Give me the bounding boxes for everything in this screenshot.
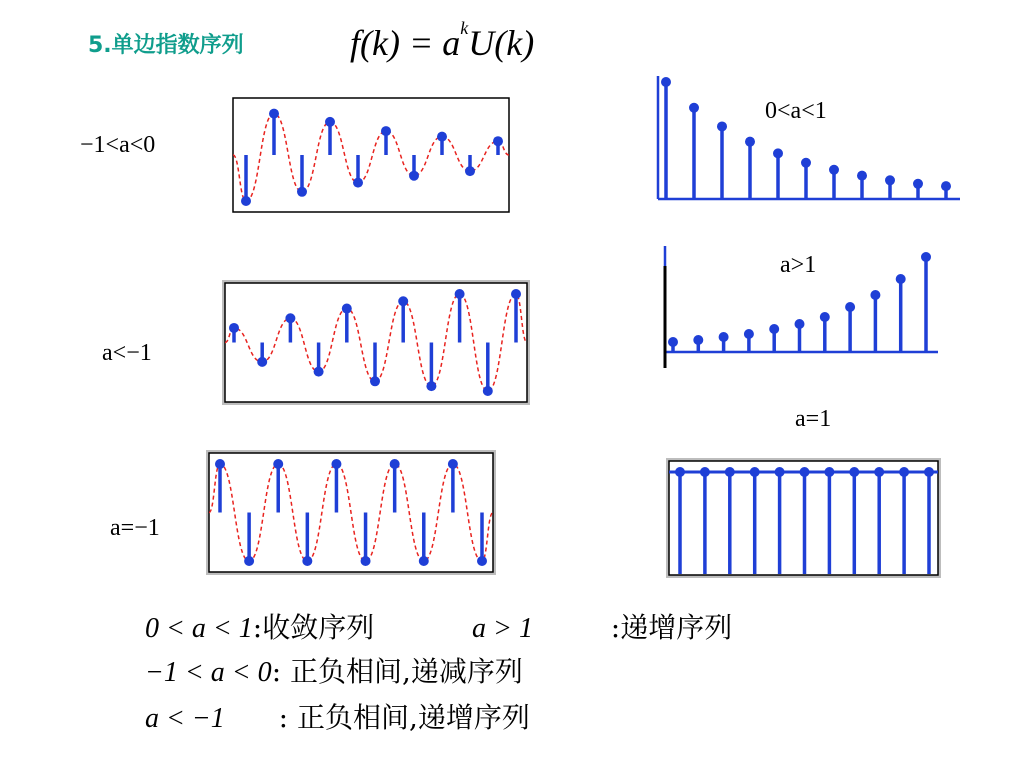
- plot-equal-one: [666, 458, 941, 578]
- stem-marker: [824, 467, 834, 477]
- stem-marker: [924, 467, 934, 477]
- stem-marker: [773, 148, 783, 158]
- label-equal-neg-one: a=−1: [110, 515, 160, 541]
- stem-marker: [381, 126, 391, 136]
- label-less-neg-one: a<−1: [102, 340, 152, 366]
- summary-desc-1b: :递增序列: [610, 611, 733, 644]
- stem-marker: [215, 459, 225, 469]
- stem-marker: [693, 335, 703, 345]
- stem-marker: [353, 178, 363, 188]
- page-title: 5.单边指数序列: [88, 33, 244, 58]
- plot-pos-fraction: [650, 72, 962, 207]
- stem-marker: [426, 381, 436, 391]
- stem-marker: [244, 556, 254, 566]
- summary-line-3: [145, 696, 530, 736]
- envelope-curve: [209, 464, 493, 561]
- stem-marker: [477, 556, 487, 566]
- formula: $f(k) = a^kU(k)$: [350, 18, 535, 63]
- stem-marker: [675, 467, 685, 477]
- stem-marker: [689, 103, 699, 113]
- plot-greater-one: [655, 240, 940, 372]
- stem-marker: [857, 171, 867, 181]
- stem-marker: [795, 319, 805, 329]
- stem-marker: [941, 181, 951, 191]
- plot-less-neg-one: [222, 280, 530, 405]
- stem-marker: [342, 304, 352, 314]
- summary-cond-1: 0 < a < 1: [145, 613, 253, 644]
- stem-marker: [820, 312, 830, 322]
- stem-marker: [668, 337, 678, 347]
- stem-marker: [913, 179, 923, 189]
- summary-line-2: [145, 650, 523, 690]
- summary-line-1: [145, 606, 732, 646]
- stem-marker: [511, 289, 521, 299]
- stem-marker: [390, 459, 400, 469]
- stem-marker: [493, 136, 503, 146]
- stem-marker: [437, 132, 447, 142]
- stem-marker: [448, 459, 458, 469]
- stem-marker: [331, 459, 341, 469]
- stem-marker: [398, 296, 408, 306]
- stem-marker: [885, 175, 895, 185]
- stem-marker: [257, 357, 267, 367]
- stem-marker: [719, 332, 729, 342]
- stem-marker: [455, 289, 465, 299]
- stem-marker: [899, 467, 909, 477]
- stem-marker: [744, 329, 754, 339]
- summary-desc-2: : 正负相间,递减序列: [271, 655, 523, 688]
- stem-marker: [229, 323, 239, 333]
- stem-marker: [896, 274, 906, 284]
- label-equal-one: a=1: [795, 406, 832, 432]
- stem-marker: [700, 467, 710, 477]
- stem-marker: [801, 158, 811, 168]
- stem-marker: [419, 556, 429, 566]
- stem-marker: [870, 290, 880, 300]
- label-greater-one: a>1: [780, 252, 817, 278]
- stem-marker: [325, 117, 335, 127]
- stem-marker: [745, 137, 755, 147]
- stem-marker: [800, 467, 810, 477]
- summary-cond-1b: a > 1: [472, 613, 533, 644]
- stem-marker: [775, 467, 785, 477]
- stem-marker: [302, 556, 312, 566]
- stem-marker: [285, 313, 295, 323]
- label-neg-fraction: −1<a<0: [80, 132, 156, 158]
- stem-marker: [769, 324, 779, 334]
- stem-marker: [845, 302, 855, 312]
- stem-marker: [750, 467, 760, 477]
- stem-marker: [314, 367, 324, 377]
- summary-desc-3: : 正负相间,递增序列: [278, 701, 530, 734]
- stem-marker: [849, 467, 859, 477]
- summary-cond-3: a < −1: [145, 703, 225, 734]
- stem-marker: [269, 109, 279, 119]
- stem-marker: [717, 121, 727, 131]
- stem-marker: [483, 386, 493, 396]
- stem-marker: [829, 165, 839, 175]
- stem-marker: [297, 187, 307, 197]
- stem-marker: [725, 467, 735, 477]
- stem-marker: [241, 196, 251, 206]
- stem-marker: [409, 171, 419, 181]
- stem-marker: [661, 77, 671, 87]
- plot-neg-fraction: [230, 95, 512, 215]
- stem-marker: [874, 467, 884, 477]
- stem-marker: [273, 459, 283, 469]
- plot-equal-neg-one: [206, 450, 496, 575]
- stem-marker: [361, 556, 371, 566]
- stem-marker: [465, 166, 475, 176]
- label-pos-fraction: 0<a<1: [765, 98, 827, 124]
- summary-desc-1: :收敛序列: [252, 611, 375, 644]
- summary-cond-2: −1 < a < 0: [145, 657, 272, 688]
- stem-marker: [370, 376, 380, 386]
- stem-marker: [921, 252, 931, 262]
